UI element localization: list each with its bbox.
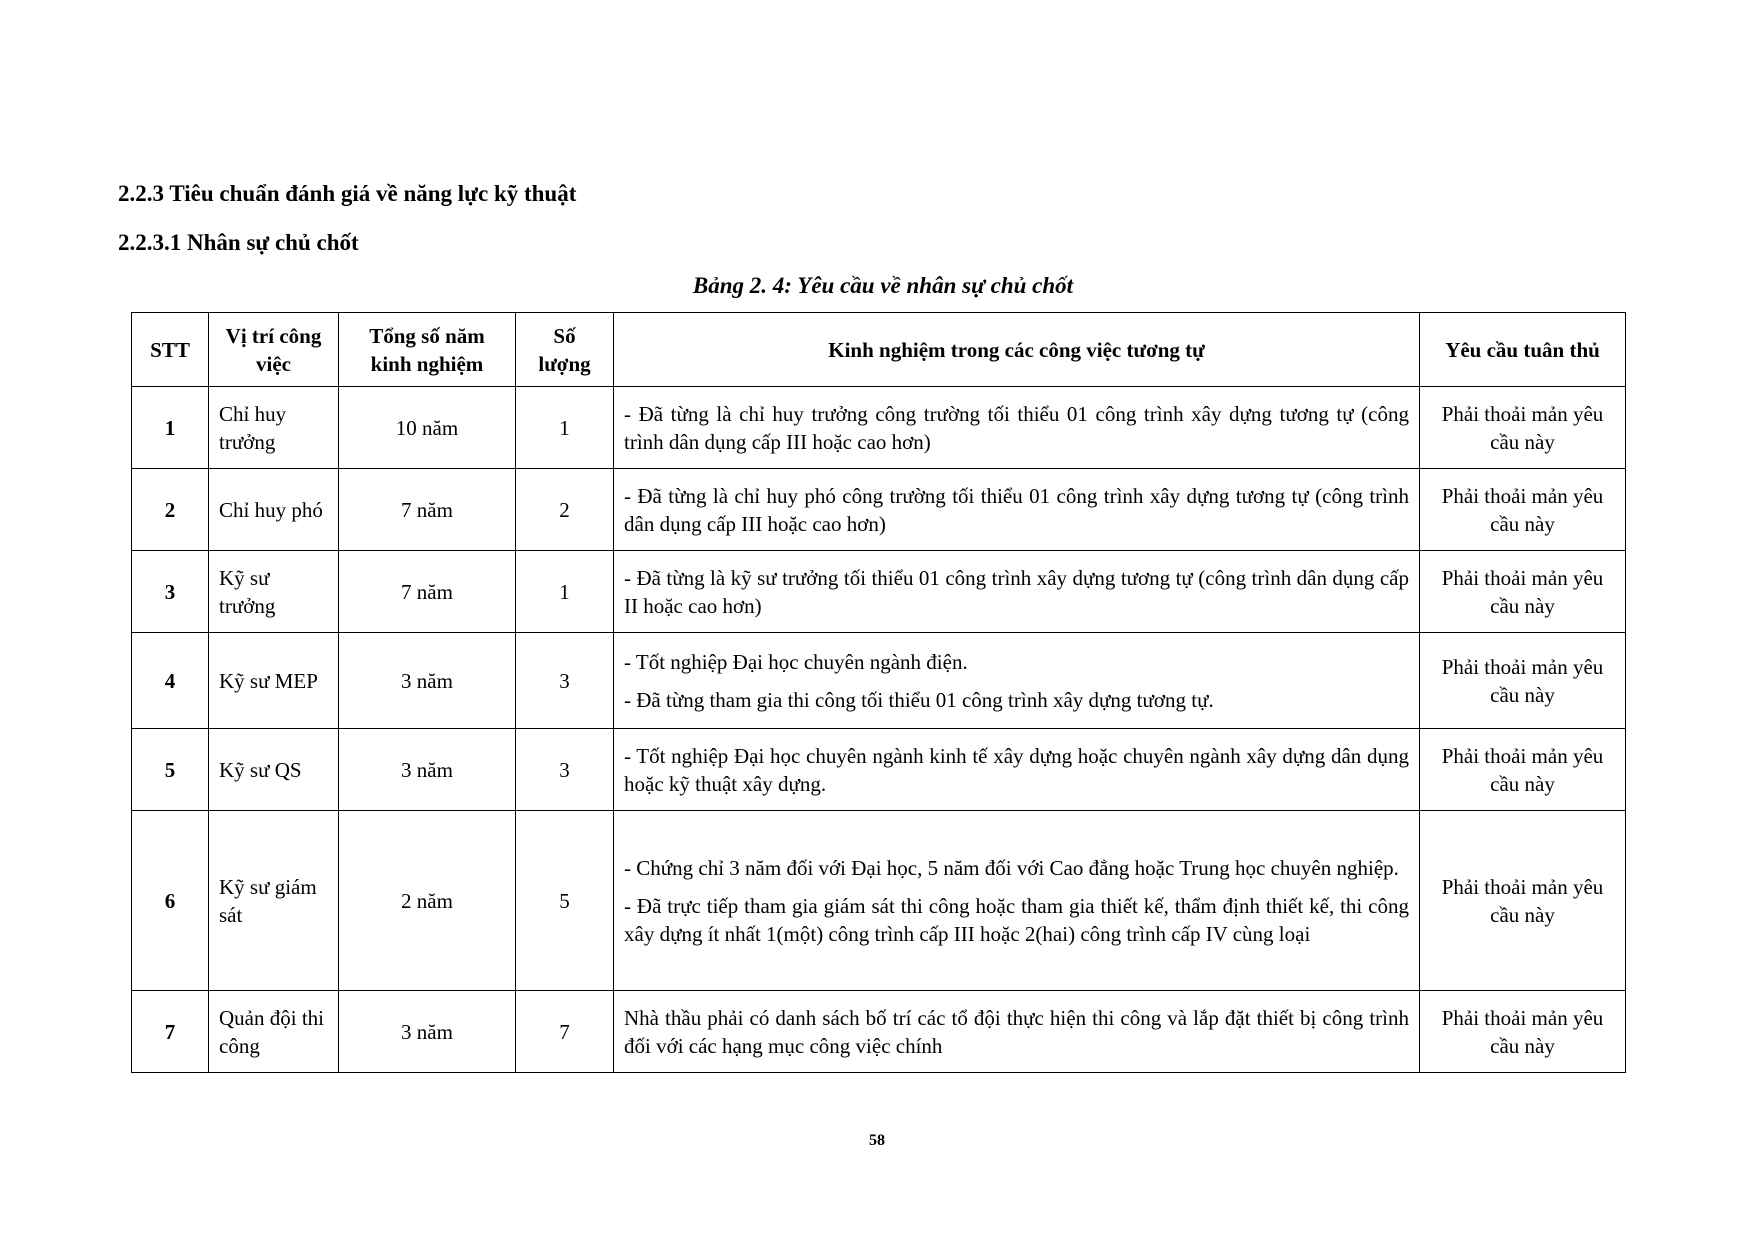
header-compliance: Yêu cầu tuân thủ [1420,313,1626,387]
table-header-row [132,313,1626,387]
table-row [132,729,1626,811]
table-row [132,387,1626,469]
cell-years: 3 năm [339,991,516,1073]
experience-item: - Chứng chỉ 3 năm đối với Đại học, 5 năm đối với Cao đẳng hoặc Trung học chuyên nghiệp. [624,855,1399,880]
cell-stt: 6 [132,811,209,991]
subsection-heading: 2.2.3.1 Nhân sự chủ chốt [118,230,359,255]
cell-stt: 7 [132,991,209,1073]
cell-position: Kỹ sư MEP [209,633,339,729]
table-caption: Bảng 2. 4: Yêu cầu về nhân sự chủ chốt [692,273,1074,298]
cell-compliance: Phải thoải mản yêu cầu này [1420,811,1626,991]
experience-item: - Đã từng là chỉ huy phó công trường tối thiểu 01 công trình xây dựng tương tự (công trình dân dụng cấp III hoặc cao hơn) [624,483,1409,536]
cell-compliance: Phải thoải mản yêu cầu này [1420,633,1626,729]
cell-experience [614,811,1420,991]
cell-position: Kỹ sư trưởng [209,551,339,633]
table-row [132,469,1626,551]
section-heading: 2.2.3 Tiêu chuẩn đánh giá về năng lực kỹ thuật [118,181,577,206]
experience-item: - Đã từng là chỉ huy trưởng công trường tối thiểu 01 công trình xây dựng tương tự (công trình dân dụng cấp III hoặc cao hơn) [624,401,1409,454]
cell-quantity: 2 [516,469,614,551]
cell-years: 7 năm [339,551,516,633]
cell-compliance: Phải thoải mản yêu cầu này [1420,991,1626,1073]
cell-stt: 1 [132,387,209,469]
experience-item: - Đã từng tham gia thi công tối thiểu 01 công trình xây dựng tương tự. [624,687,1214,712]
experience-item: Nhà thầu phải có danh sách bố trí các tổ đội thực hiện thi công và lắp đặt thiết bị công trình đối với các hạng mục công việc chính [624,1005,1409,1058]
header-quantity: Số lượng [516,313,614,387]
table-row [132,551,1626,633]
cell-experience [614,551,1420,633]
table-row [132,811,1626,991]
cell-compliance: Phải thoải mản yêu cầu này [1420,469,1626,551]
cell-compliance: Phải thoải mản yêu cầu này [1420,551,1626,633]
page-number: 58 [869,1132,885,1149]
cell-stt: 4 [132,633,209,729]
cell-position: Quản đội thi công [209,991,339,1073]
cell-stt: 2 [132,469,209,551]
header-stt: STT [132,313,209,387]
experience-item: - Đã từng là kỹ sư trưởng tối thiểu 01 công trình xây dựng tương tự (công trình dân dụng cấp II hoặc cao hơn) [624,565,1409,618]
experience-item: - Tốt nghiệp Đại học chuyên ngành kinh tế xây dựng hoặc chuyên ngành xây dựng dân dụng hoặc kỹ thuật xây dựng. [624,743,1409,796]
cell-compliance: Phải thoải mản yêu cầu này [1420,387,1626,469]
table-row [132,633,1626,729]
cell-compliance: Phải thoải mản yêu cầu này [1420,729,1626,811]
cell-years: 2 năm [339,811,516,991]
cell-position: Kỹ sư giám sát [209,811,339,991]
cell-stt: 3 [132,551,209,633]
cell-years: 7 năm [339,469,516,551]
experience-item: - Tốt nghiệp Đại học chuyên ngành điện. [624,649,968,674]
cell-quantity: 3 [516,633,614,729]
cell-experience [614,469,1420,551]
cell-position: Chỉ huy phó [209,469,339,551]
cell-stt: 5 [132,729,209,811]
cell-position: Chỉ huy trưởng [209,387,339,469]
header-position: Vị trí công việc [209,313,339,387]
cell-quantity: 1 [516,551,614,633]
cell-experience [614,729,1420,811]
cell-experience [614,991,1420,1073]
table-row [132,991,1626,1073]
personnel-requirements-table [131,312,1626,1073]
cell-quantity: 7 [516,991,614,1073]
cell-quantity: 5 [516,811,614,991]
cell-quantity: 3 [516,729,614,811]
experience-item: - Đã trực tiếp tham gia giám sát thi công hoặc tham gia thiết kế, thẩm định thiết kế, thi công xây dựng ít nhất 1(một) công trình cấp III hoặc 2(hai) công trình cấp IV cùng loại [624,893,1409,946]
cell-years: 3 năm [339,729,516,811]
cell-position: Kỹ sư QS [209,729,339,811]
cell-quantity: 1 [516,387,614,469]
cell-experience [614,387,1420,469]
cell-years: 10 năm [339,387,516,469]
header-experience: Kinh nghiệm trong các công việc tương tự [614,313,1420,387]
cell-experience [614,633,1420,729]
header-years: Tổng số năm kinh nghiệm [339,313,516,387]
cell-years: 3 năm [339,633,516,729]
